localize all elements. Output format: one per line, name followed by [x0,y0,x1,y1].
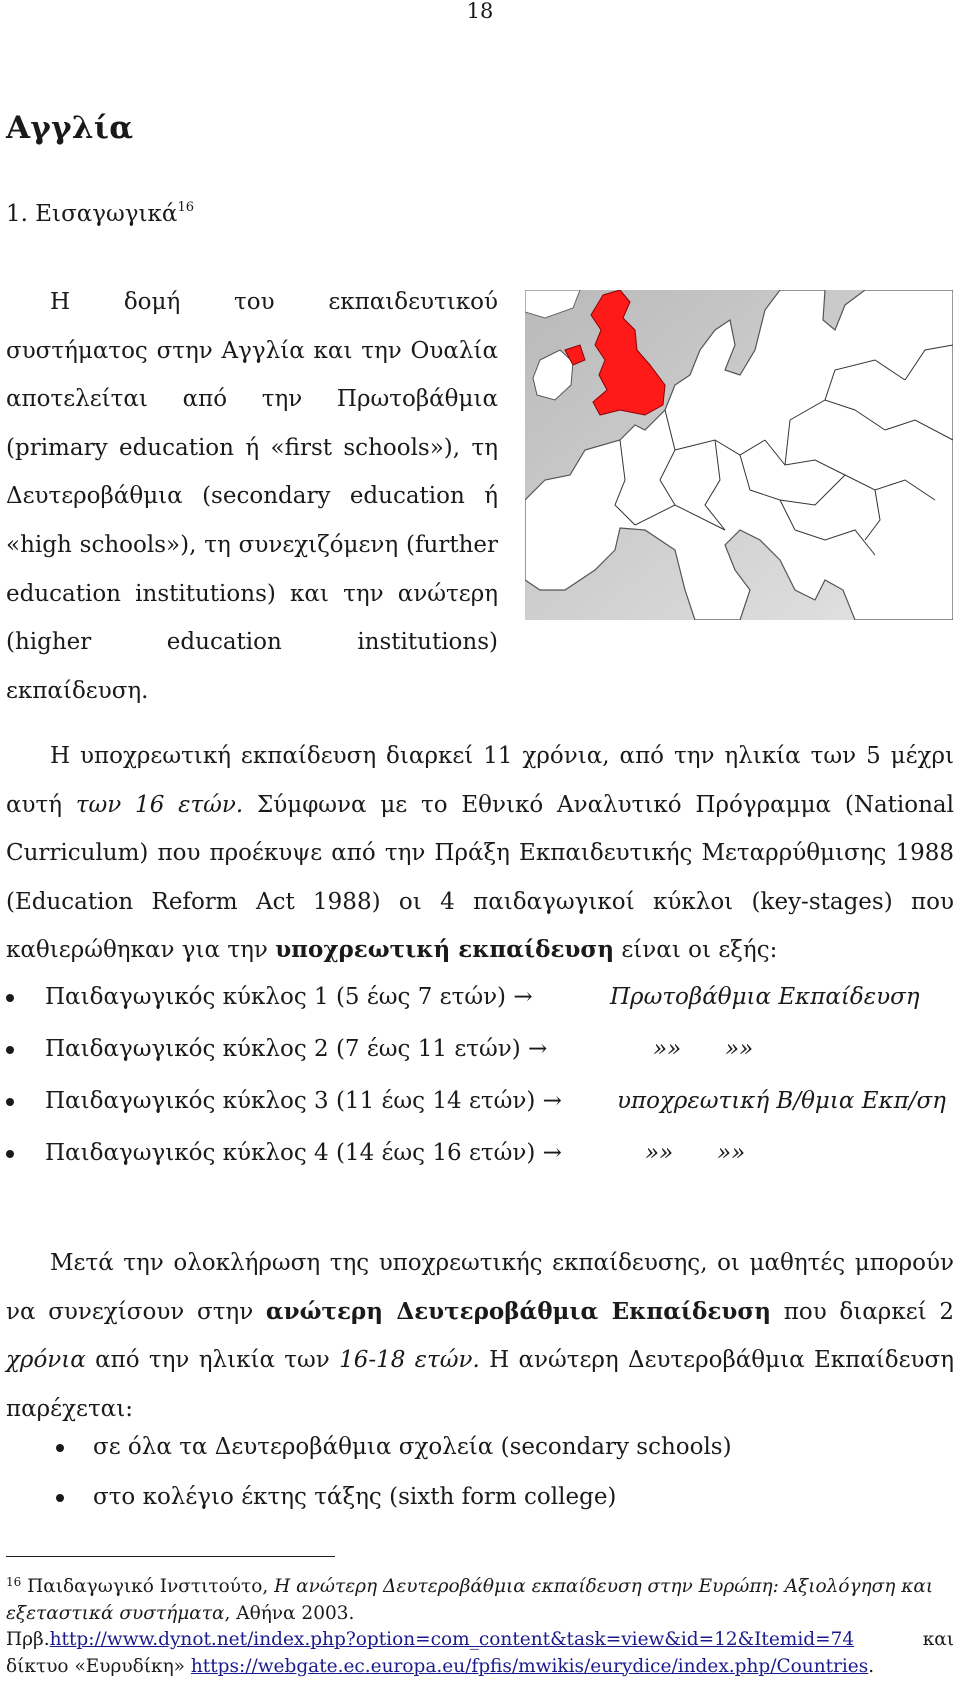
para2-italic: των 16 ετών. [75,791,244,818]
footnote-prefix-2: δίκτυο «Ευρυδίκη» [6,1655,191,1677]
bullet-icon [56,1494,64,1502]
stage-label: Παιδαγωγικός κύκλος 4 (14 έως 16 ετών) → [45,1140,562,1166]
para3-text-2: που διαρκεί 2 [771,1298,954,1325]
page-number: 18 [466,0,494,23]
para3-bold: ανώτερη Δευτεροβάθμια Εκπαίδευση [265,1297,772,1325]
bullet-icon [6,1098,14,1106]
list-item [0,1475,960,1525]
footnote-and: και [922,1629,954,1650]
footnote-text-1: Παιδαγωγικό Ινστιτούτο, [21,1576,275,1597]
compulsory-education-paragraph [6,732,954,975]
footnote-divider [6,1556,335,1557]
footnote-citation [6,1569,954,1627]
footnote-line [6,1627,954,1654]
list-item [0,1079,960,1131]
stage-level: »» »» [645,1140,746,1166]
para3-italic-2: 16-18 ετών. [339,1347,480,1374]
intro-paragraph [6,278,498,715]
bullet-icon [6,1046,14,1054]
stage-level: »» »» [653,1036,754,1062]
europe-map-image [525,290,953,620]
footnote-number: 16 [6,1575,22,1589]
stage-level: Πρωτοβάθμια Εκπαίδευση [610,984,920,1010]
upper-secondary-paragraph [6,1239,954,1433]
footnote-end: . [868,1655,875,1677]
section-title [6,200,194,227]
dynot-link[interactable]: http://www.dynot.net/index.php?option=com_content&task=view&id=12&Itemid=74 [49,1629,855,1650]
footnote-prefix: Πρβ. [6,1629,50,1650]
para3-italic-1: χρόνια [6,1347,86,1374]
footnote-title: Η ανώτερη Δευτεροβάθμια εκπαίδευση στην Ευρώπη: Αξιολόγηση και εξεταστικά συστήματα [6,1576,934,1624]
para2-text-1: Η υποχρεωτική εκπαίδευση διαρκεί 11 χρόνια, από την ηλικία των 5 μέχρι αυτή [6,743,954,818]
footnote-text-2: , Αθήνα 2003. [224,1602,355,1624]
bullet-icon [6,1150,14,1158]
stage-label: Παιδαγωγικός κύκλος 2 (7 έως 11 ετών) → [45,1036,548,1062]
section-heading: Αγγλία [6,110,134,146]
para3-text-1: Μετά την ολοκλήρωση της υποχρεωτικής εκπαίδευσης, οι μαθητές μπορούν να συνεχίσουν στην [6,1250,954,1325]
para3-text-3: από την ηλικία των [85,1347,340,1374]
key-stages-list [0,975,960,1183]
para2-bold: υποχρεωτική εκπαίδευση [275,936,615,964]
list-item [0,1425,960,1475]
footnote [6,1569,954,1680]
bullet-icon [56,1444,64,1452]
footnote-ref[interactable]: 16 [177,200,195,215]
provider-label: στο κολέγιο έκτης τάξης (sixth form college) [93,1484,617,1510]
list-item [0,975,960,1027]
bullet-icon [6,994,14,1002]
stage-label: Παιδαγωγικός κύκλος 3 (11 έως 14 ετών) → [45,1088,562,1114]
list-item [0,1027,960,1079]
provider-label: σε όλα τα Δευτεροβάθμια σχολεία (secondary schools) [93,1434,732,1460]
para2-text-2: Σύμφωνα με το Εθνικό Αναλυτικό Πρόγραμμα (National Curriculum) που προέκυψε από την Πράξη Εκπαιδευτικής Μεταρρύθμισης 1988 (Education Reform Act 1988) οι 4 παιδαγωγικοί κύκλοι (key-stages) που καθιερώθηκαν για την [6,791,954,964]
stage-level: υποχρεωτική Β/θμια Εκπ/ση [617,1088,946,1114]
list-item [0,1131,960,1183]
section-title-text: 1. Εισαγωγικά [6,201,178,227]
footnote-line [6,1654,954,1681]
intro-text: Η δομή του εκπαιδευτικού συστήματος στην Αγγλία και την Ουαλία αποτελείται από την Πρωτοβάθμια (primary education ή «first schools»), τη Δευτεροβάθμια (secondary education ή «high schools»), τη συνεχιζόμενη (further education institutions) και την ανώτερη (higher education institutions) εκπαίδευση. [6,289,498,704]
providers-list [0,1425,960,1525]
eurydice-link[interactable]: https://webgate.ec.europa.eu/fpfis/mwikis/eurydice/index.php/Countries [190,1655,869,1677]
footnote-ref-line [6,1627,854,1654]
para3-text-4: Η ανώτερη Δευτεροβάθμια Εκπαίδευση παρέχεται: [6,1347,954,1422]
para2-text-3: είναι οι εξής: [614,937,778,964]
stage-label: Παιδαγωγικός κύκλος 1 (5 έως 7 ετών) → [45,984,533,1010]
